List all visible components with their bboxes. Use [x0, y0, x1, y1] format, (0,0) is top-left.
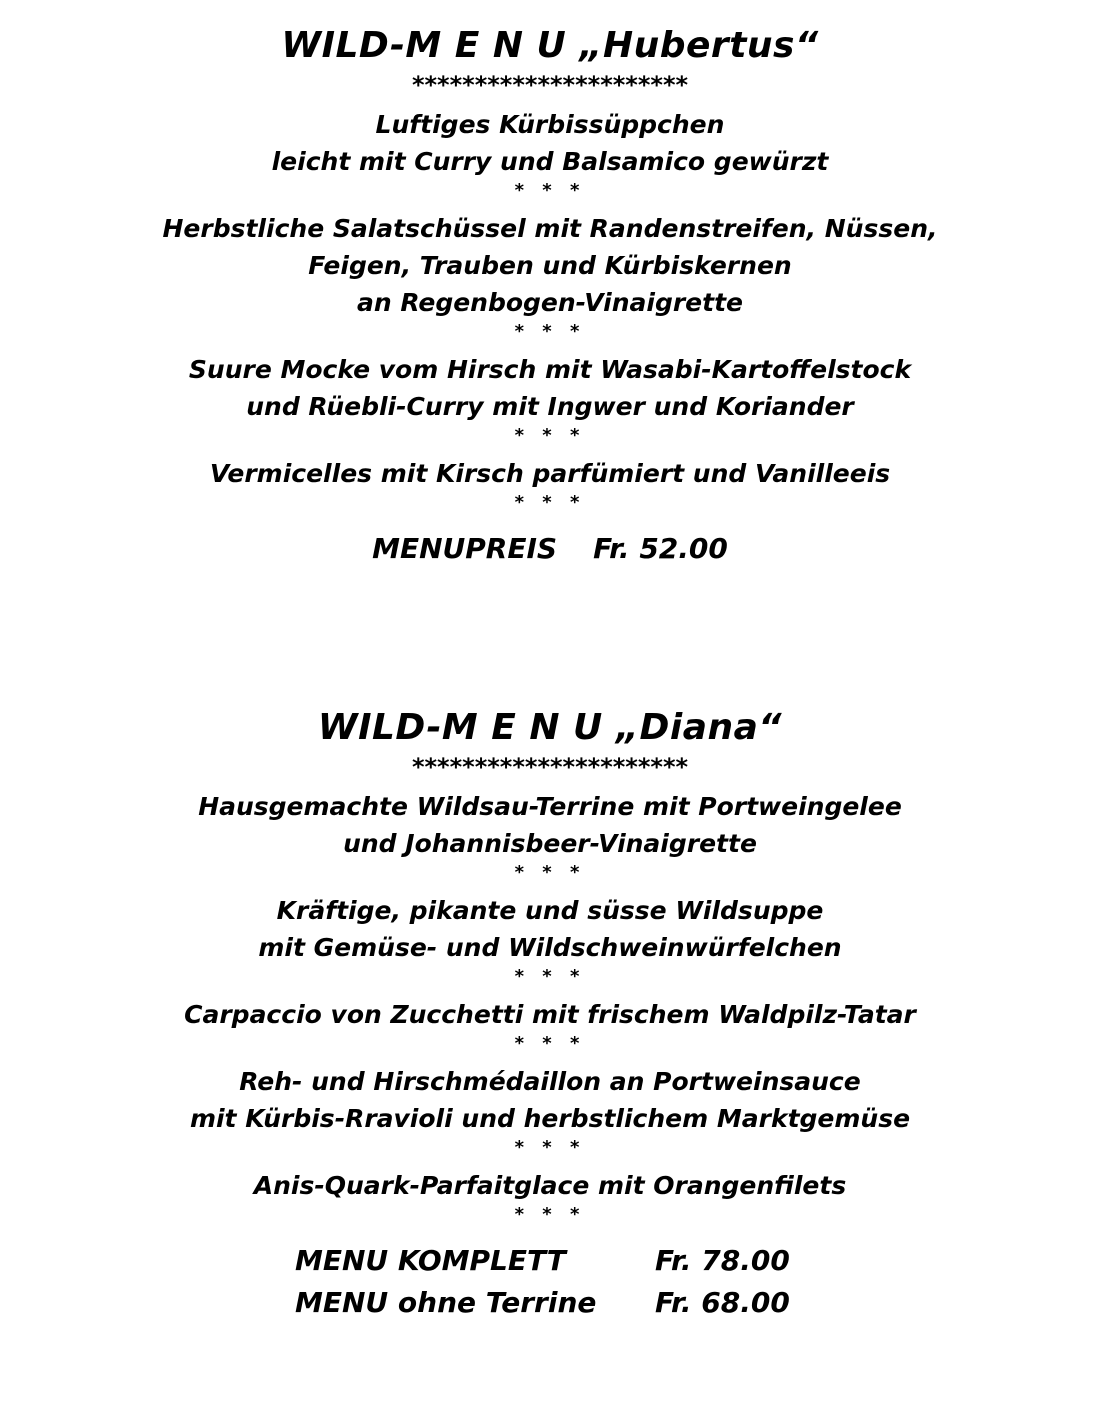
course-line: Anis-Quark-Parfaitglace mit Orangenfilets	[253, 1171, 847, 1200]
course-line: Feigen, Trauben und Kürbiskernen	[308, 251, 792, 280]
course-soup	[0, 892, 1100, 966]
star-divider: **********************	[411, 753, 689, 781]
course-line: Vermicelles mit Kirsch parfümiert und Vanilleeis	[209, 459, 891, 488]
course-line: leicht mit Curry und Balsamico gewürzt	[271, 147, 829, 176]
course-separator: * * *	[514, 1137, 586, 1158]
course-terrine	[0, 788, 1100, 862]
course-separator: * * *	[514, 966, 586, 987]
course-separator: * * *	[514, 180, 586, 201]
price-row	[0, 1240, 1100, 1282]
course-separator: * * *	[514, 492, 586, 513]
menu-title: WILD-M E N U „Hubertus“	[281, 25, 819, 66]
course-line: und Johannisbeer-Vinaigrette	[343, 829, 757, 858]
price-block	[0, 528, 1100, 570]
course-separator: * * *	[514, 862, 586, 883]
menu-title: WILD-M E N U „Diana“	[317, 707, 783, 748]
price-label: MENU ohne Terrine	[295, 1286, 597, 1319]
course-separator: * * *	[514, 1204, 586, 1225]
course-line: Luftiges Kürbissüppchen	[375, 110, 725, 139]
course-dessert	[0, 1167, 1100, 1204]
course-starter-soup	[0, 106, 1100, 180]
course-separator: * * *	[514, 425, 586, 446]
course-line: mit Gemüse- und Wildschweinwürfelchen	[258, 933, 842, 962]
course-carpaccio	[0, 996, 1100, 1033]
course-line: mit Kürbis-Rravioli und herbstlichem Marktgemüse	[189, 1104, 911, 1133]
course-separator: * * *	[514, 1033, 586, 1054]
course-line: Suure Mocke vom Hirsch mit Wasabi-Kartoffelstock	[188, 355, 912, 384]
course-line: an Regenbogen-Vinaigrette	[356, 288, 743, 317]
price-value: Fr. 78.00	[655, 1244, 790, 1277]
menu-diana	[0, 704, 1100, 1324]
course-line: Reh- und Hirschmédaillon an Portweinsauce	[239, 1067, 861, 1096]
price-block	[0, 1240, 1100, 1324]
course-main	[0, 351, 1100, 425]
price-value: Fr. 68.00	[655, 1286, 790, 1319]
course-main	[0, 1063, 1100, 1137]
price-row	[0, 528, 1100, 570]
course-line: Kräftige, pikante und süsse Wildsuppe	[276, 896, 824, 925]
menu-hubertus	[0, 22, 1100, 570]
price-label: MENUPREIS	[372, 532, 558, 565]
price-row	[0, 1282, 1100, 1324]
course-line: Hausgemachte Wildsau-Terrine mit Portweingelee	[198, 792, 902, 821]
course-salad	[0, 210, 1100, 321]
price-value: Fr. 52.00	[593, 532, 728, 565]
course-line: Carpaccio von Zucchetti mit frischem Waldpilz-Tatar	[184, 1000, 916, 1029]
price-label: MENU KOMPLETT	[295, 1244, 566, 1277]
course-separator: * * *	[514, 321, 586, 342]
course-line: Herbstliche Salatschüssel mit Randenstreifen, Nüssen,	[162, 214, 938, 243]
course-line: und Rüebli-Curry mit Ingwer und Koriander	[246, 392, 854, 421]
star-divider: **********************	[411, 71, 689, 99]
course-dessert	[0, 455, 1100, 492]
